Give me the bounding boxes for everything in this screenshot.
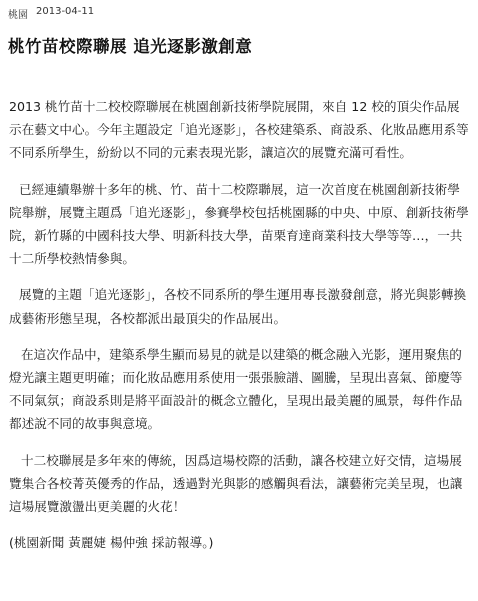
publish-date: 2013-04-11 [36,6,95,17]
source-label: 桃園 [8,10,28,21]
byline-credit: (桃園新聞 黃麗婕 楊仲強 採訪報導。) [9,535,214,551]
paragraph: 已經連續舉辦十多年的桃、竹、苗十二校際聯展，這一次首度在桃園創新技術學院舉辦，展覽主題爲「追光逐影」，參賽學校包括桃園縣的中央、中原、創新技術學院，新竹縣的中國科技大學、明新科技大學，苗栗育達商業科技大學等等…，一共十二所學校熱情參與。 [9,181,469,267]
paragraph: 2013 桃竹苗十二校校際聯展在桃園創新技術學院展開，來自 12 校的頂尖作品展示在藝文中心。今年主題設定「追光逐影」，各校建築系、商設系、化妝品應用系等不同系所學生，紛紛以不同的元素表現光影，讓這次的展覽充滿可看性。 [9,99,469,161]
paragraph: 在這次作品中，建築系學生顯而易見的就是以建築的概念融入光影，運用聚焦的燈光讓主題更明確；而化妝品應用系使用一張張臉譜、圖騰，呈現出喜氣、節慶等不同氣氛；商設系則是將平面設計的概念立體化，呈現出最美麗的風景，每件作品都述說不同的故事與意境。 [9,346,463,432]
dateline [8,6,94,21]
article-body [9,95,471,567]
paragraph: 十二校聯展是多年來的傳統，因爲這場校際的活動，讓各校建立好交情，這場展覽集合各校菁英優秀的作品，透過對光與影的感觸與看法，讓藝術完美呈現，也讓這場展覽激盪出更美麗的火花！ [9,452,463,515]
paragraph: 展覽的主題「追光逐影」，各校不同系所的學生運用專長激發創意，將光與影轉換成藝術形態呈現，各校都派出最頂尖的作品展出。 [9,287,467,326]
headline: 桃竹苗校際聯展 追光逐影激創意 [8,37,253,56]
